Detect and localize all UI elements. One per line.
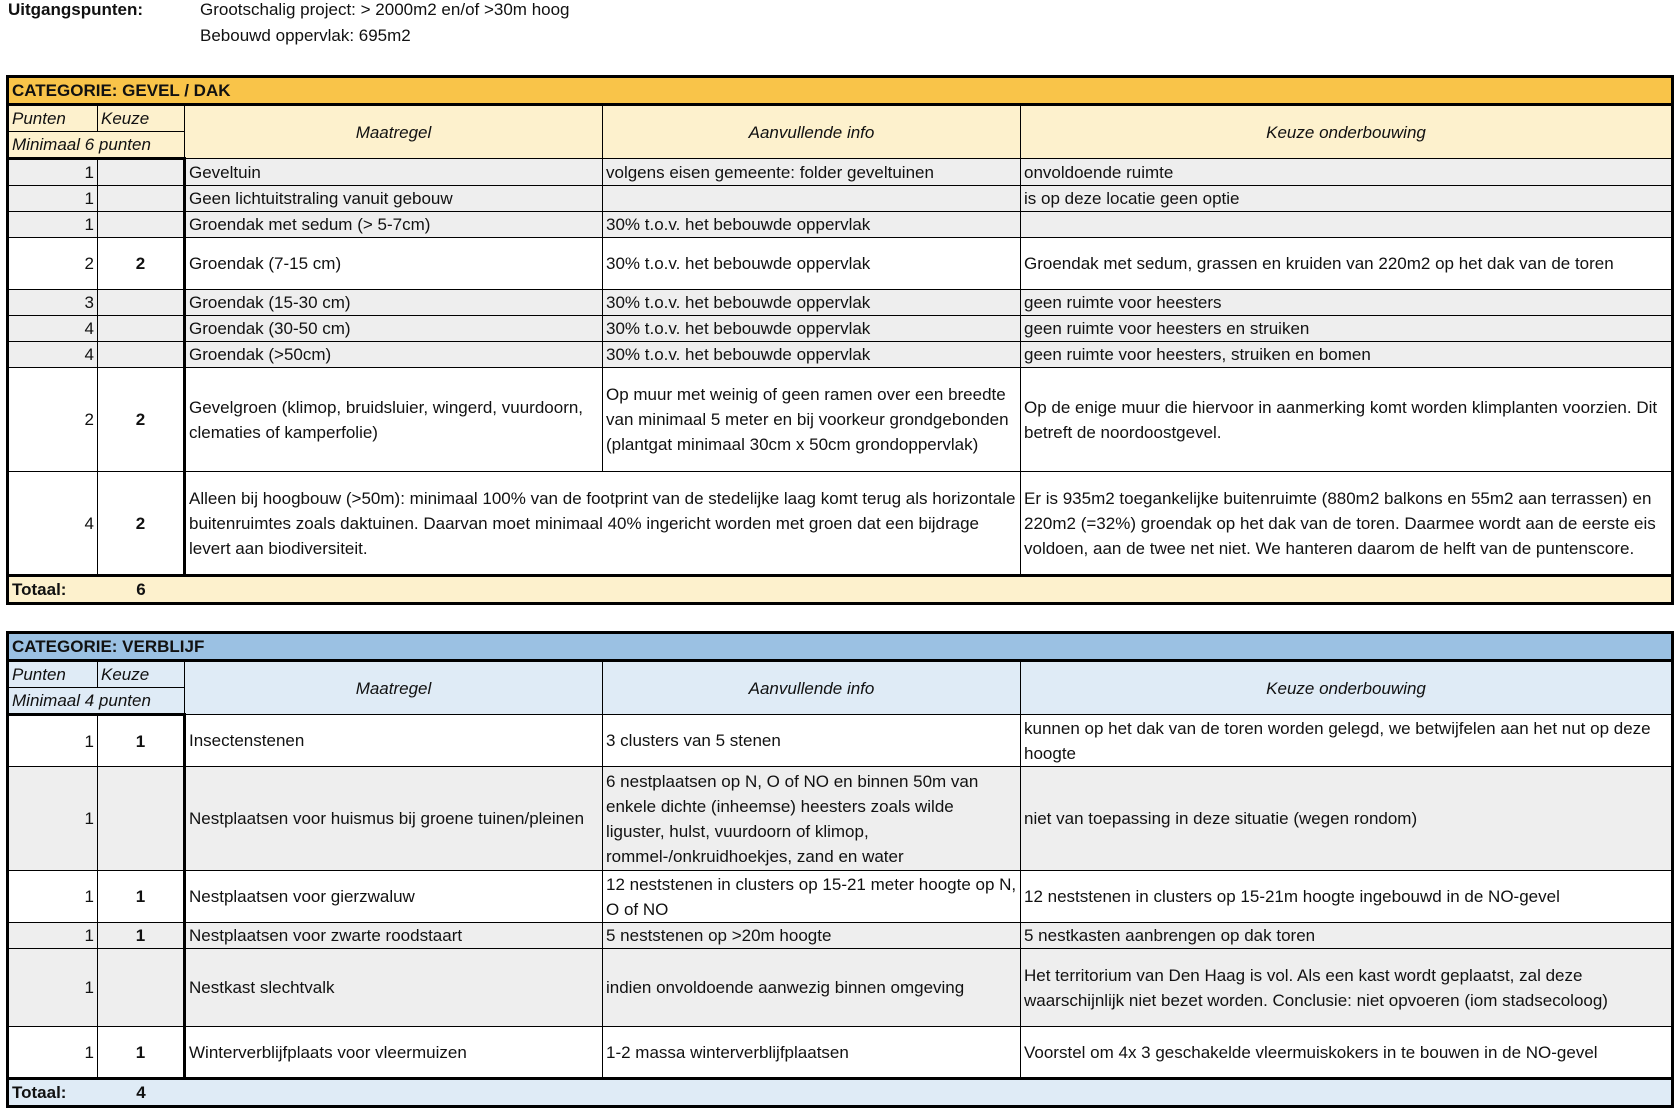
onderbouwing-cell: geen ruimte voor heesters en struiken bbox=[1021, 316, 1673, 342]
info-cell: 1-2 massa winterverblijfplaatsen bbox=[603, 1027, 1021, 1079]
onderbouwing-cell: niet van toepassing in deze situatie (wegen rondom) bbox=[1021, 767, 1673, 871]
keuze-header: Keuze bbox=[98, 661, 185, 688]
punten-cell: 4 bbox=[8, 472, 98, 576]
keuze-cell bbox=[98, 316, 185, 342]
punten-header: Punten bbox=[8, 105, 98, 132]
keuze-cell bbox=[98, 159, 185, 186]
keuze-cell bbox=[98, 342, 185, 368]
maatregel-cell: Groendak met sedum (> 5-7cm) bbox=[185, 212, 603, 238]
table-row bbox=[8, 1027, 1673, 1079]
table-row bbox=[8, 715, 1673, 767]
maatregel-cell: Groendak (15-30 cm) bbox=[185, 290, 603, 316]
punten-cell: 2 bbox=[8, 238, 98, 290]
keuze-cell: 1 bbox=[98, 1027, 185, 1079]
onderbouwing-cell bbox=[1021, 212, 1673, 238]
maatregel-cell: Nestkast slechtvalk bbox=[185, 949, 603, 1027]
punten-cell: 2 bbox=[8, 368, 98, 472]
totaal-row bbox=[8, 576, 1673, 604]
totaal-label: Totaal: bbox=[8, 1079, 98, 1107]
punten-cell: 3 bbox=[8, 290, 98, 316]
minimum-points: Minimaal 6 punten bbox=[8, 132, 185, 159]
maatregel-cell: Groendak (>50cm) bbox=[185, 342, 603, 368]
punten-cell: 1 bbox=[8, 923, 98, 949]
maatregel-cell: Nestplaatsen voor zwarte roodstaart bbox=[185, 923, 603, 949]
onderbouwing-cell: kunnen op het dak van de toren worden gelegd, we betwijfelen aan het nut op deze hoogte bbox=[1021, 715, 1673, 767]
keuze-cell: 2 bbox=[98, 472, 185, 576]
uitgangspunten-label: Uitgangspunten: bbox=[8, 0, 144, 19]
table-row bbox=[8, 767, 1673, 871]
info-cell: Op muur met weinig of geen ramen over een breedte van minimaal 5 meter en bij voorkeur grondgebonden (plantgat minimaal 30cm x 50cm grondoppervlak) bbox=[603, 368, 1021, 472]
punten-cell: 1 bbox=[8, 1027, 98, 1079]
table-row bbox=[8, 290, 1673, 316]
punten-cell: 1 bbox=[8, 212, 98, 238]
info-cell: 6 nestplaatsen op N, O of NO en binnen 50m van enkele dichte (inheemse) heesters zoals wilde liguster, hulst, vuurdoorn of klimop, rommel-/onkruidhoekjes, zand en water bbox=[603, 767, 1021, 871]
built-area-text: Bebouwd oppervlak: 695m2 bbox=[200, 26, 411, 45]
punten-cell: 1 bbox=[8, 715, 98, 767]
punten-header: Punten bbox=[8, 661, 98, 688]
table-row bbox=[8, 472, 1673, 576]
table-row bbox=[8, 186, 1673, 212]
maatregel-cell: Nestplaatsen voor gierzwaluw bbox=[185, 871, 603, 923]
maatregel-cell: Alleen bij hoogbouw (>50m): minimaal 100% van de footprint van de stedelijke laag komt terug als horizontale buitenruimtes zoals daktuinen. Daarvan moet minimaal 40% ingericht worden met groen dat een bijdrage levert aan biodiversiteit. bbox=[185, 472, 1021, 576]
info-cell: 30% t.o.v. het bebouwde oppervlak bbox=[603, 238, 1021, 290]
maatregel-header: Maatregel bbox=[185, 661, 603, 715]
totaal-value: 6 bbox=[98, 576, 185, 604]
keuze-cell: 2 bbox=[98, 238, 185, 290]
onderbouwing-cell: 12 neststenen in clusters op 15-21m hoogte ingebouwd in de NO-gevel bbox=[1021, 871, 1673, 923]
onderbouwing-header: Keuze onderbouwing bbox=[1021, 105, 1673, 159]
maatregel-cell: Groendak (7-15 cm) bbox=[185, 238, 603, 290]
punten-cell: 1 bbox=[8, 871, 98, 923]
uitgangspunten-header bbox=[8, 0, 1668, 50]
info-cell: 30% t.o.v. het bebouwde oppervlak bbox=[603, 316, 1021, 342]
keuze-cell bbox=[98, 212, 185, 238]
onderbouwing-cell: Het territorium van Den Haag is vol. Als een kast wordt geplaatst, zal deze waarschijnlijk niet bezet worden. Conclusie: niet opvoeren (iom stadsecoloog) bbox=[1021, 949, 1673, 1027]
onderbouwing-cell: 5 nestkasten aanbrengen op dak toren bbox=[1021, 923, 1673, 949]
onderbouwing-header: Keuze onderbouwing bbox=[1021, 661, 1673, 715]
keuze-cell: 1 bbox=[98, 923, 185, 949]
maatregel-cell: Gevelgroen (klimop, bruidsluier, wingerd, vuurdoorn, clematies of kamperfolie) bbox=[185, 368, 603, 472]
info-header: Aanvullende info bbox=[603, 105, 1021, 159]
table-row bbox=[8, 212, 1673, 238]
maatregel-cell: Geen lichtuitstraling vanuit gebouw bbox=[185, 186, 603, 212]
onderbouwing-cell: Op de enige muur die hiervoor in aanmerking komt worden klimplanten voorzien. Dit betreft de noordoostgevel. bbox=[1021, 368, 1673, 472]
punten-cell: 4 bbox=[8, 316, 98, 342]
punten-cell: 1 bbox=[8, 949, 98, 1027]
totaal-value: 4 bbox=[98, 1079, 185, 1107]
onderbouwing-cell: Voorstel om 4x 3 geschakelde vleermuiskokers in te bouwen in de NO-gevel bbox=[1021, 1027, 1673, 1079]
maatregel-cell: Nestplaatsen voor huismus bij groene tuinen/pleinen bbox=[185, 767, 603, 871]
keuze-cell bbox=[98, 949, 185, 1027]
onderbouwing-cell: geen ruimte voor heesters bbox=[1021, 290, 1673, 316]
table-row bbox=[8, 316, 1673, 342]
onderbouwing-cell: Er is 935m2 toegankelijke buitenruimte (880m2 balkons en 55m2 aan terrassen) en 220m2 (=32%) groendak op het dak van de toren. Daarmee wordt aan de eerste eis voldoen, aan de twee net niet. We hanteren daarom de helft van de puntenscore. bbox=[1021, 472, 1673, 576]
project-scale-text: Grootschalig project: > 2000m2 en/of >30m hoog bbox=[200, 0, 570, 19]
punten-cell: 4 bbox=[8, 342, 98, 368]
table-row bbox=[8, 368, 1673, 472]
keuze-cell bbox=[98, 767, 185, 871]
onderbouwing-cell: is op deze locatie geen optie bbox=[1021, 186, 1673, 212]
info-cell: indien onvoldoende aanwezig binnen omgeving bbox=[603, 949, 1021, 1027]
table-row bbox=[8, 949, 1673, 1027]
maatregel-cell: Geveltuin bbox=[185, 159, 603, 186]
keuze-cell: 2 bbox=[98, 368, 185, 472]
punten-cell: 1 bbox=[8, 186, 98, 212]
keuze-header: Keuze bbox=[98, 105, 185, 132]
keuze-cell: 1 bbox=[98, 871, 185, 923]
info-cell bbox=[603, 186, 1021, 212]
category-title: CATEGORIE: VERBLIJF bbox=[8, 633, 1673, 661]
totaal-label: Totaal: bbox=[8, 576, 98, 604]
maatregel-cell: Winterverblijfplaats voor vleermuizen bbox=[185, 1027, 603, 1079]
info-cell: 12 neststenen in clusters op 15-21 meter hoogte op N, O of NO bbox=[603, 871, 1021, 923]
maatregel-header: Maatregel bbox=[185, 105, 603, 159]
onderbouwing-cell: geen ruimte voor heesters, struiken en bomen bbox=[1021, 342, 1673, 368]
maatregel-cell: Insectenstenen bbox=[185, 715, 603, 767]
totaal-row bbox=[8, 1079, 1673, 1107]
info-cell: 3 clusters van 5 stenen bbox=[603, 715, 1021, 767]
keuze-cell bbox=[98, 186, 185, 212]
table-row bbox=[8, 342, 1673, 368]
info-cell: 5 neststenen op >20m hoogte bbox=[603, 923, 1021, 949]
maatregel-cell: Groendak (30-50 cm) bbox=[185, 316, 603, 342]
verblijf-table bbox=[6, 631, 1674, 1108]
info-cell: 30% t.o.v. het bebouwde oppervlak bbox=[603, 212, 1021, 238]
gevel-dak-table bbox=[6, 75, 1674, 605]
onderbouwing-cell: Groendak met sedum, grassen en kruiden van 220m2 op het dak van de toren bbox=[1021, 238, 1673, 290]
info-cell: 30% t.o.v. het bebouwde oppervlak bbox=[603, 290, 1021, 316]
minimum-points: Minimaal 4 punten bbox=[8, 688, 185, 715]
info-header: Aanvullende info bbox=[603, 661, 1021, 715]
keuze-cell: 1 bbox=[98, 715, 185, 767]
category-title: CATEGORIE: GEVEL / DAK bbox=[8, 77, 1673, 105]
table-row bbox=[8, 871, 1673, 923]
punten-cell: 1 bbox=[8, 767, 98, 871]
table-row bbox=[8, 238, 1673, 290]
info-cell: volgens eisen gemeente: folder geveltuinen bbox=[603, 159, 1021, 186]
info-cell: 30% t.o.v. het bebouwde oppervlak bbox=[603, 342, 1021, 368]
keuze-cell bbox=[98, 290, 185, 316]
table-row bbox=[8, 159, 1673, 186]
onderbouwing-cell: onvoldoende ruimte bbox=[1021, 159, 1673, 186]
punten-cell: 1 bbox=[8, 159, 98, 186]
table-row bbox=[8, 923, 1673, 949]
